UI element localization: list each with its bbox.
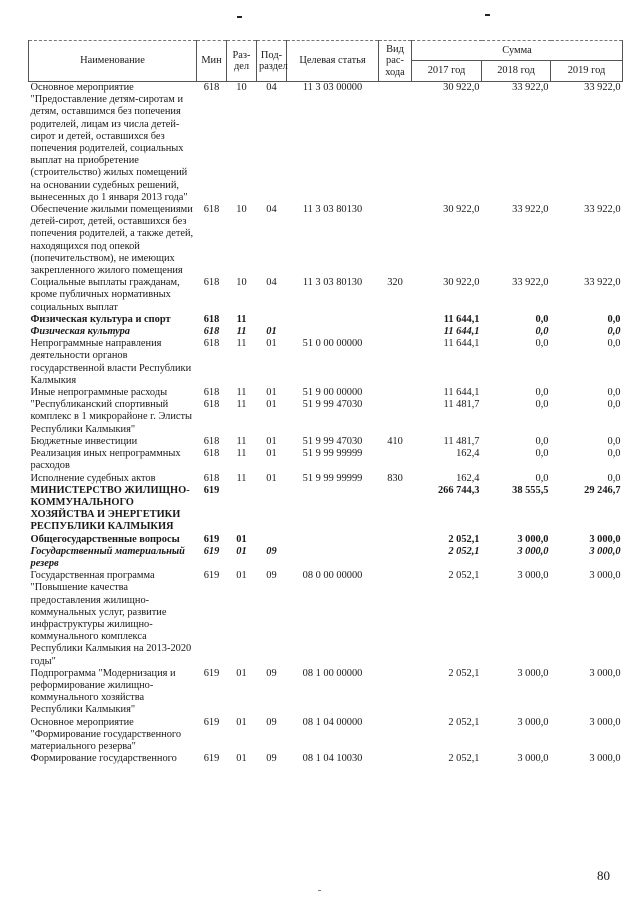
cell-2017: 30 922,0 bbox=[443, 277, 480, 289]
cell-2017: 11 644,1 bbox=[443, 313, 480, 325]
cell-target: 08 0 00 00000 bbox=[302, 570, 363, 582]
cell-2017: 11 481,7 bbox=[443, 399, 480, 411]
cell-mn: 618 bbox=[203, 326, 220, 338]
table-row bbox=[29, 534, 623, 546]
cell-podrazdel: 09 bbox=[266, 545, 277, 557]
cell-2019: 0,0 bbox=[607, 338, 621, 350]
cell-2017: 11 644,1 bbox=[443, 387, 480, 399]
table-row bbox=[29, 314, 623, 326]
cell-podrazdel bbox=[257, 314, 287, 326]
cell-mn: 618 bbox=[203, 313, 220, 325]
cell-vid bbox=[379, 534, 412, 546]
cell-2017: 2 052,1 bbox=[448, 533, 480, 545]
cell-2017: 162,4 bbox=[456, 472, 480, 484]
cell-2018: 3 000,0 bbox=[517, 545, 549, 557]
cell-target: 51 9 99 47030 bbox=[302, 435, 363, 447]
cell-2018: 0,0 bbox=[535, 448, 549, 460]
cell-podrazdel: 09 bbox=[266, 753, 277, 765]
cell-mn: 618 bbox=[203, 338, 220, 350]
cell-podrazdel: 01 bbox=[266, 435, 277, 447]
cell-mn: 618 bbox=[203, 277, 220, 289]
cell-vid bbox=[379, 204, 412, 277]
cell-name: Государственный материальный резерв bbox=[30, 545, 185, 569]
table-row bbox=[29, 473, 623, 485]
cell-2017: 2 052,1 bbox=[448, 545, 480, 557]
cell-target: 51 9 00 00000 bbox=[302, 387, 363, 399]
scan-mark-right bbox=[485, 14, 490, 16]
header-name: Наименование bbox=[29, 41, 197, 82]
cell-podrazdel bbox=[257, 534, 287, 546]
cell-2018: 0,0 bbox=[535, 326, 549, 338]
cell-target: 51 9 99 99999 bbox=[302, 448, 363, 460]
cell-2018: 0,0 bbox=[535, 338, 549, 350]
cell-name: "Республиканский спортивный комплекс в 1 микрорайоне г. Элисты Республики Калмыкия" bbox=[30, 399, 193, 435]
cell-vid bbox=[379, 570, 412, 668]
table-row bbox=[29, 277, 623, 314]
cell-2017: 2 052,1 bbox=[448, 716, 480, 728]
cell-target: 11 3 03 80130 bbox=[302, 204, 363, 216]
cell-2018: 33 922,0 bbox=[512, 82, 549, 93]
table-row bbox=[29, 753, 623, 765]
cell-mn: 619 bbox=[203, 484, 220, 496]
cell-name: Обеспечение жилыми помещениями детей-сирот, детей, оставшихся без попечения родителей, а также детей, находящихся под опекой (попечительством), не имеющих закрепленного жилого помещения bbox=[30, 204, 194, 277]
cell-razdel: 11 bbox=[236, 326, 247, 338]
cell-2018: 0,0 bbox=[535, 387, 549, 399]
cell-2018: 38 555,5 bbox=[512, 484, 549, 496]
cell-name: Общегосударственные вопросы bbox=[30, 533, 180, 545]
cell-vid bbox=[379, 399, 412, 436]
cell-mn: 618 bbox=[203, 82, 220, 93]
cell-name: Иные непрограммные расходы bbox=[30, 387, 168, 399]
cell-podrazdel: 01 bbox=[266, 472, 277, 484]
cell-target: 51 9 99 47030 bbox=[302, 399, 363, 411]
cell-2017: 2 052,1 bbox=[448, 570, 480, 582]
cell-razdel: 01 bbox=[236, 753, 247, 765]
cell-2017: 162,4 bbox=[456, 448, 480, 460]
page-number: 80 bbox=[597, 868, 610, 883]
table-row bbox=[29, 338, 623, 387]
cell-2018: 33 922,0 bbox=[512, 277, 549, 289]
cell-2017: 2 052,1 bbox=[448, 753, 480, 765]
cell-2019: 0,0 bbox=[607, 387, 621, 399]
header-2019: 2019 год bbox=[551, 61, 623, 82]
cell-target: 11 3 03 80130 bbox=[302, 277, 363, 289]
cell-target: 08 1 04 10030 bbox=[302, 753, 363, 765]
cell-razdel: 11 bbox=[236, 399, 247, 411]
cell-name: Формирование государственного bbox=[30, 753, 177, 765]
cell-2017: 30 922,0 bbox=[443, 82, 480, 93]
cell-2017: 11 644,1 bbox=[443, 338, 480, 350]
cell-name: Социальные выплаты гражданам, кроме публичных нормативных социальных выплат bbox=[30, 277, 180, 313]
cell-razdel: 10 bbox=[236, 277, 247, 289]
header-mn: Мин bbox=[197, 41, 227, 82]
cell-2017: 11 644,1 bbox=[443, 326, 480, 338]
cell-vid bbox=[379, 82, 412, 205]
cell-target bbox=[287, 534, 379, 546]
scan-mark-left bbox=[237, 16, 242, 18]
cell-2019: 29 246,7 bbox=[584, 484, 621, 496]
cell-2019: 33 922,0 bbox=[584, 277, 621, 289]
cell-podrazdel: 04 bbox=[266, 204, 277, 216]
table-row bbox=[29, 668, 623, 717]
header-2018: 2018 год bbox=[482, 61, 551, 82]
cell-podrazdel: 04 bbox=[266, 82, 277, 93]
table-row bbox=[29, 436, 623, 448]
cell-podrazdel: 01 bbox=[266, 326, 277, 338]
cell-mn: 619 bbox=[203, 716, 220, 728]
cell-2019: 0,0 bbox=[607, 326, 621, 338]
cell-2018: 3 000,0 bbox=[517, 533, 549, 545]
table-body bbox=[29, 82, 623, 766]
cell-podrazdel: 04 bbox=[266, 277, 277, 289]
cell-podrazdel: 09 bbox=[266, 716, 277, 728]
cell-razdel: 01 bbox=[236, 570, 247, 582]
table-row bbox=[29, 387, 623, 399]
cell-2018: 0,0 bbox=[535, 399, 549, 411]
cell-razdel: 11 bbox=[236, 387, 247, 399]
cell-name: Физическая культура и спорт bbox=[30, 313, 171, 325]
cell-podrazdel: 01 bbox=[266, 448, 277, 460]
cell-mn: 618 bbox=[203, 204, 220, 216]
cell-2019: 3 000,0 bbox=[589, 570, 621, 582]
cell-name: Непрограммные направления деятельности органов государственной власти Республики Калмыкия bbox=[30, 338, 192, 386]
cell-2019: 0,0 bbox=[607, 399, 621, 411]
cell-target: 51 0 00 00000 bbox=[302, 338, 363, 350]
cell-vid bbox=[379, 326, 412, 338]
cell-name: МИНИСТЕРСТВО ЖИЛИЩНО-КОММУНАЛЬНОГО ХОЗЯЙСТВА И ЭНЕРГЕТИКИ РЕСПУБЛИКИ КАЛМЫКИЯ bbox=[30, 484, 190, 533]
cell-2019: 3 000,0 bbox=[589, 753, 621, 765]
table-row bbox=[29, 204, 623, 277]
cell-razdel: 11 bbox=[236, 472, 247, 484]
cell-2019: 0,0 bbox=[607, 472, 621, 484]
cell-vid: 320 bbox=[387, 277, 403, 289]
cell-name: Реализация иных непрограммных расходов bbox=[30, 448, 181, 472]
table-row bbox=[29, 717, 623, 754]
cell-2019: 0,0 bbox=[607, 435, 621, 447]
table-row bbox=[29, 485, 623, 534]
table-header bbox=[29, 41, 623, 82]
cell-mn: 619 bbox=[203, 667, 220, 679]
cell-target: 51 9 99 99999 bbox=[302, 472, 363, 484]
cell-vid bbox=[379, 314, 412, 326]
cell-vid: 410 bbox=[387, 435, 403, 447]
cell-name: Основное мероприятие "Формирование государственного материального резерва" bbox=[30, 716, 182, 752]
cell-vid bbox=[379, 387, 412, 399]
table-row bbox=[29, 399, 623, 436]
budget-table bbox=[28, 40, 623, 765]
cell-name: Государственная программа "Повышение качества предоставления жилищно-коммунальных услуг, развитие инфраструктуры жилищно-коммунального комплекса Республики Калмыкия на 2013-2020 годы" bbox=[30, 570, 192, 667]
table-row bbox=[29, 546, 623, 570]
cell-2018: 33 922,0 bbox=[512, 204, 549, 216]
cell-vid bbox=[379, 717, 412, 754]
header-target: Целевая статья bbox=[287, 41, 379, 82]
header-razdel: Раз- дел bbox=[227, 41, 257, 82]
cell-razdel: 10 bbox=[236, 204, 247, 216]
cell-target: 11 3 03 00000 bbox=[302, 82, 363, 93]
cell-2019: 3 000,0 bbox=[589, 533, 621, 545]
cell-razdel: 01 bbox=[236, 533, 247, 545]
cell-target bbox=[287, 546, 379, 570]
cell-razdel: 10 bbox=[236, 82, 247, 93]
cell-2017: 11 481,7 bbox=[443, 435, 480, 447]
cell-target bbox=[287, 314, 379, 326]
cell-podrazdel bbox=[257, 485, 287, 534]
cell-target bbox=[287, 485, 379, 534]
cell-mn: 618 bbox=[203, 399, 220, 411]
cell-podrazdel: 01 bbox=[266, 399, 277, 411]
cell-podrazdel: 09 bbox=[266, 570, 277, 582]
cell-target bbox=[287, 326, 379, 338]
cell-2017: 30 922,0 bbox=[443, 204, 480, 216]
table-row bbox=[29, 448, 623, 472]
cell-vid: 830 bbox=[387, 472, 403, 484]
cell-razdel: 01 bbox=[236, 545, 247, 557]
cell-vid bbox=[379, 485, 412, 534]
cell-razdel: 11 bbox=[236, 448, 247, 460]
cell-mn: 619 bbox=[203, 570, 220, 582]
scan-dot bbox=[318, 890, 321, 891]
cell-mn: 619 bbox=[203, 753, 220, 765]
cell-mn: 619 bbox=[203, 545, 220, 557]
cell-vid bbox=[379, 448, 412, 472]
cell-2017: 266 744,3 bbox=[437, 484, 480, 496]
cell-2019: 3 000,0 bbox=[589, 667, 621, 679]
cell-2018: 3 000,0 bbox=[517, 716, 549, 728]
cell-vid bbox=[379, 753, 412, 765]
cell-2018: 3 000,0 bbox=[517, 570, 549, 582]
cell-podrazdel: 09 bbox=[266, 667, 277, 679]
cell-vid bbox=[379, 338, 412, 387]
cell-mn: 618 bbox=[203, 472, 220, 484]
cell-podrazdel: 01 bbox=[266, 338, 277, 350]
cell-mn: 618 bbox=[203, 387, 220, 399]
cell-2017: 2 052,1 bbox=[448, 667, 480, 679]
cell-razdel: 11 bbox=[236, 338, 247, 350]
cell-2019: 33 922,0 bbox=[584, 204, 621, 216]
cell-name: Физическая культура bbox=[30, 326, 131, 338]
cell-name: Исполнение судебных актов bbox=[30, 472, 156, 484]
cell-2018: 0,0 bbox=[535, 313, 549, 325]
header-2017: 2017 год bbox=[412, 61, 482, 82]
cell-vid bbox=[379, 668, 412, 717]
cell-name: Подпрограмма "Модернизация и реформирование жилищно-коммунального хозяйства Республики Калмыкия" bbox=[30, 667, 176, 716]
cell-mn: 619 bbox=[203, 533, 220, 545]
cell-2018: 3 000,0 bbox=[517, 667, 549, 679]
cell-target: 08 1 04 00000 bbox=[302, 716, 363, 728]
table-row bbox=[29, 570, 623, 668]
cell-vid bbox=[379, 546, 412, 570]
cell-2019: 0,0 bbox=[607, 313, 621, 325]
cell-podrazdel: 01 bbox=[266, 387, 277, 399]
cell-2018: 3 000,0 bbox=[517, 753, 549, 765]
cell-2019: 3 000,0 bbox=[589, 716, 621, 728]
cell-2019: 3 000,0 bbox=[589, 545, 621, 557]
cell-target: 08 1 00 00000 bbox=[302, 667, 363, 679]
cell-razdel bbox=[227, 485, 257, 534]
cell-razdel: 01 bbox=[236, 716, 247, 728]
cell-razdel: 11 bbox=[236, 435, 247, 447]
table-row bbox=[29, 326, 623, 338]
cell-razdel: 11 bbox=[236, 313, 247, 325]
table-row bbox=[29, 82, 623, 205]
cell-2018: 0,0 bbox=[535, 472, 549, 484]
header-vid: Вид рас- хода bbox=[379, 41, 412, 82]
cell-2018: 0,0 bbox=[535, 435, 549, 447]
cell-razdel: 01 bbox=[236, 667, 247, 679]
cell-name: Основное мероприятие "Предоставление детям-сиротам и детям, оставшимся без попечения родителей, лицам из числа детей-сирот и детей, оставшихся без попечения родителей, социальных выплат на приобретение (строительство) жилых помещений на основании судебных решений, вынесенных до 1 января 2013 года" bbox=[30, 82, 188, 203]
cell-mn: 618 bbox=[203, 435, 220, 447]
cell-mn: 618 bbox=[203, 448, 220, 460]
cell-name: Бюджетные инвестиции bbox=[30, 435, 138, 447]
cell-2019: 0,0 bbox=[607, 448, 621, 460]
header-podrazdel: Под- раздел bbox=[257, 41, 287, 82]
cell-2019: 33 922,0 bbox=[584, 82, 621, 93]
header-sum: Сумма bbox=[412, 41, 623, 61]
